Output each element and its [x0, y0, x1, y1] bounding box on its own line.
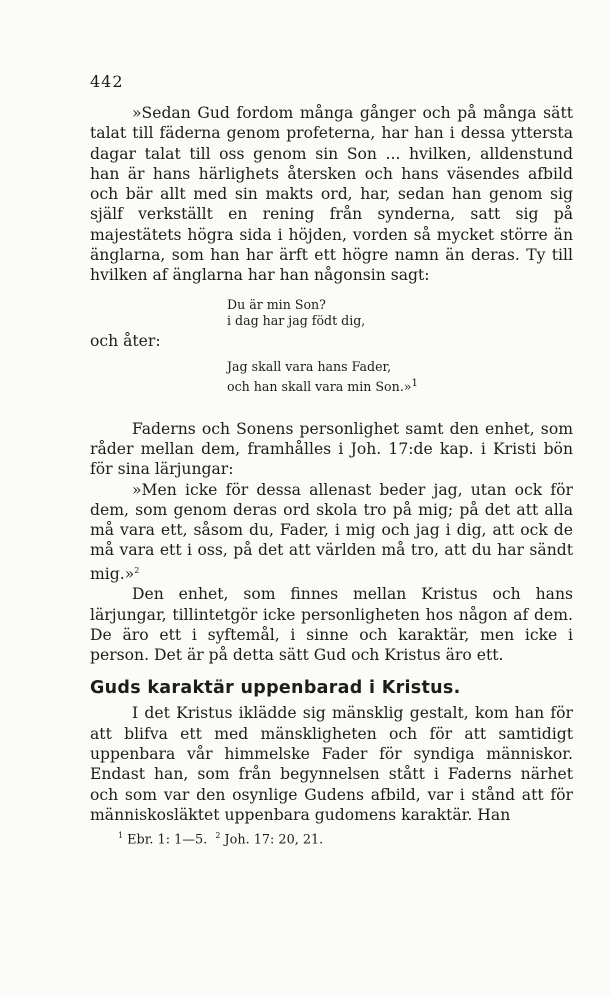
- verse-quote-1: [227, 297, 365, 329]
- verse-line: i dag har jag födt dig,: [227, 312, 366, 328]
- footnote-ref: 2: [134, 565, 140, 575]
- paragraph-unity: Den enhet, som finnes mellan Kristus och hans lärjungar, tillintetgör icke personligheten hos någon af dem. De äro ett i syftemål, i sinne och karaktär, men icke i person. Det är på detta sätt Gud och Kristus äro ett.: [90, 585, 573, 665]
- footnote-mark: 1: [118, 831, 124, 841]
- verse-quote-2: [227, 359, 418, 395]
- page: [90, 72, 573, 848]
- verse-line-text: och han skall vara min Son.»: [227, 378, 412, 394]
- paragraph-character: I det Kristus iklädde sig mänsklig gestalt, kom han för att blifva ett med mänskligheten och för att samtidigt uppenbara vår himmelske Fader för syndiga människor. Endast han, som från begynnelsen stått i Faderns närhet och som var den osynlige Gudens afbild, var i stånd att för människosläktet uppenbara gudomens karaktär. Han: [90, 704, 573, 824]
- paragraph-text: »Men icke för dessa allenast beder jag, utan ock för dem, som genom deras ord skola tro på mig; på det att alla må vara ett, såsom du, Fader, i mig och jag i dig, att ock de må vara ett i oss, på det att världen må tro, att du har sändt mig.»: [90, 480, 573, 583]
- verse-line: [227, 375, 418, 395]
- footnote-mark: 2: [215, 831, 221, 841]
- page-number: 442: [90, 72, 124, 91]
- quote-block: [90, 297, 573, 413]
- paragraph-prayer-quote: [90, 480, 573, 585]
- footnote-ref: 1: [411, 376, 419, 389]
- section-heading: Guds karaktär uppenbarad i Kristus.: [90, 678, 461, 699]
- paragraph-personality: Faderns och Sonens personlighet samt den enhet, som råder mellan dem, framhålles i Joh. 17:de kap. i Kristi bön för sina lärjungar:: [90, 419, 573, 479]
- verse-line: Du är min Son?: [227, 296, 326, 312]
- och-ater-label: och åter:: [90, 331, 161, 350]
- footnote-2: Joh. 17: 20, 21.: [224, 832, 324, 848]
- verse-line: Jag skall vara hans Fader,: [227, 358, 392, 374]
- footnotes: [90, 828, 573, 848]
- footnote-1: Ebr. 1: 1—5.: [127, 832, 208, 848]
- paragraph-quote-hebrews: »Sedan Gud fordom många gånger och på många sätt talat till fäderna genom profeterna, har han i dessa yttersta dagar talat till oss genom sin Son ... hvilken, alldenstund han är hans härlighets återsken och hans väsendes afbild och bär allt med sin makts ord, har, sedan han genom sig själf verkställt en rening från synderna, satt sig på majestätets högra sida i höjden, vorden så mycket större än änglarna, som han har ärft ett högre namn än deras. Ty till hvilken af änglarna har han någonsin sagt:: [90, 104, 573, 285]
